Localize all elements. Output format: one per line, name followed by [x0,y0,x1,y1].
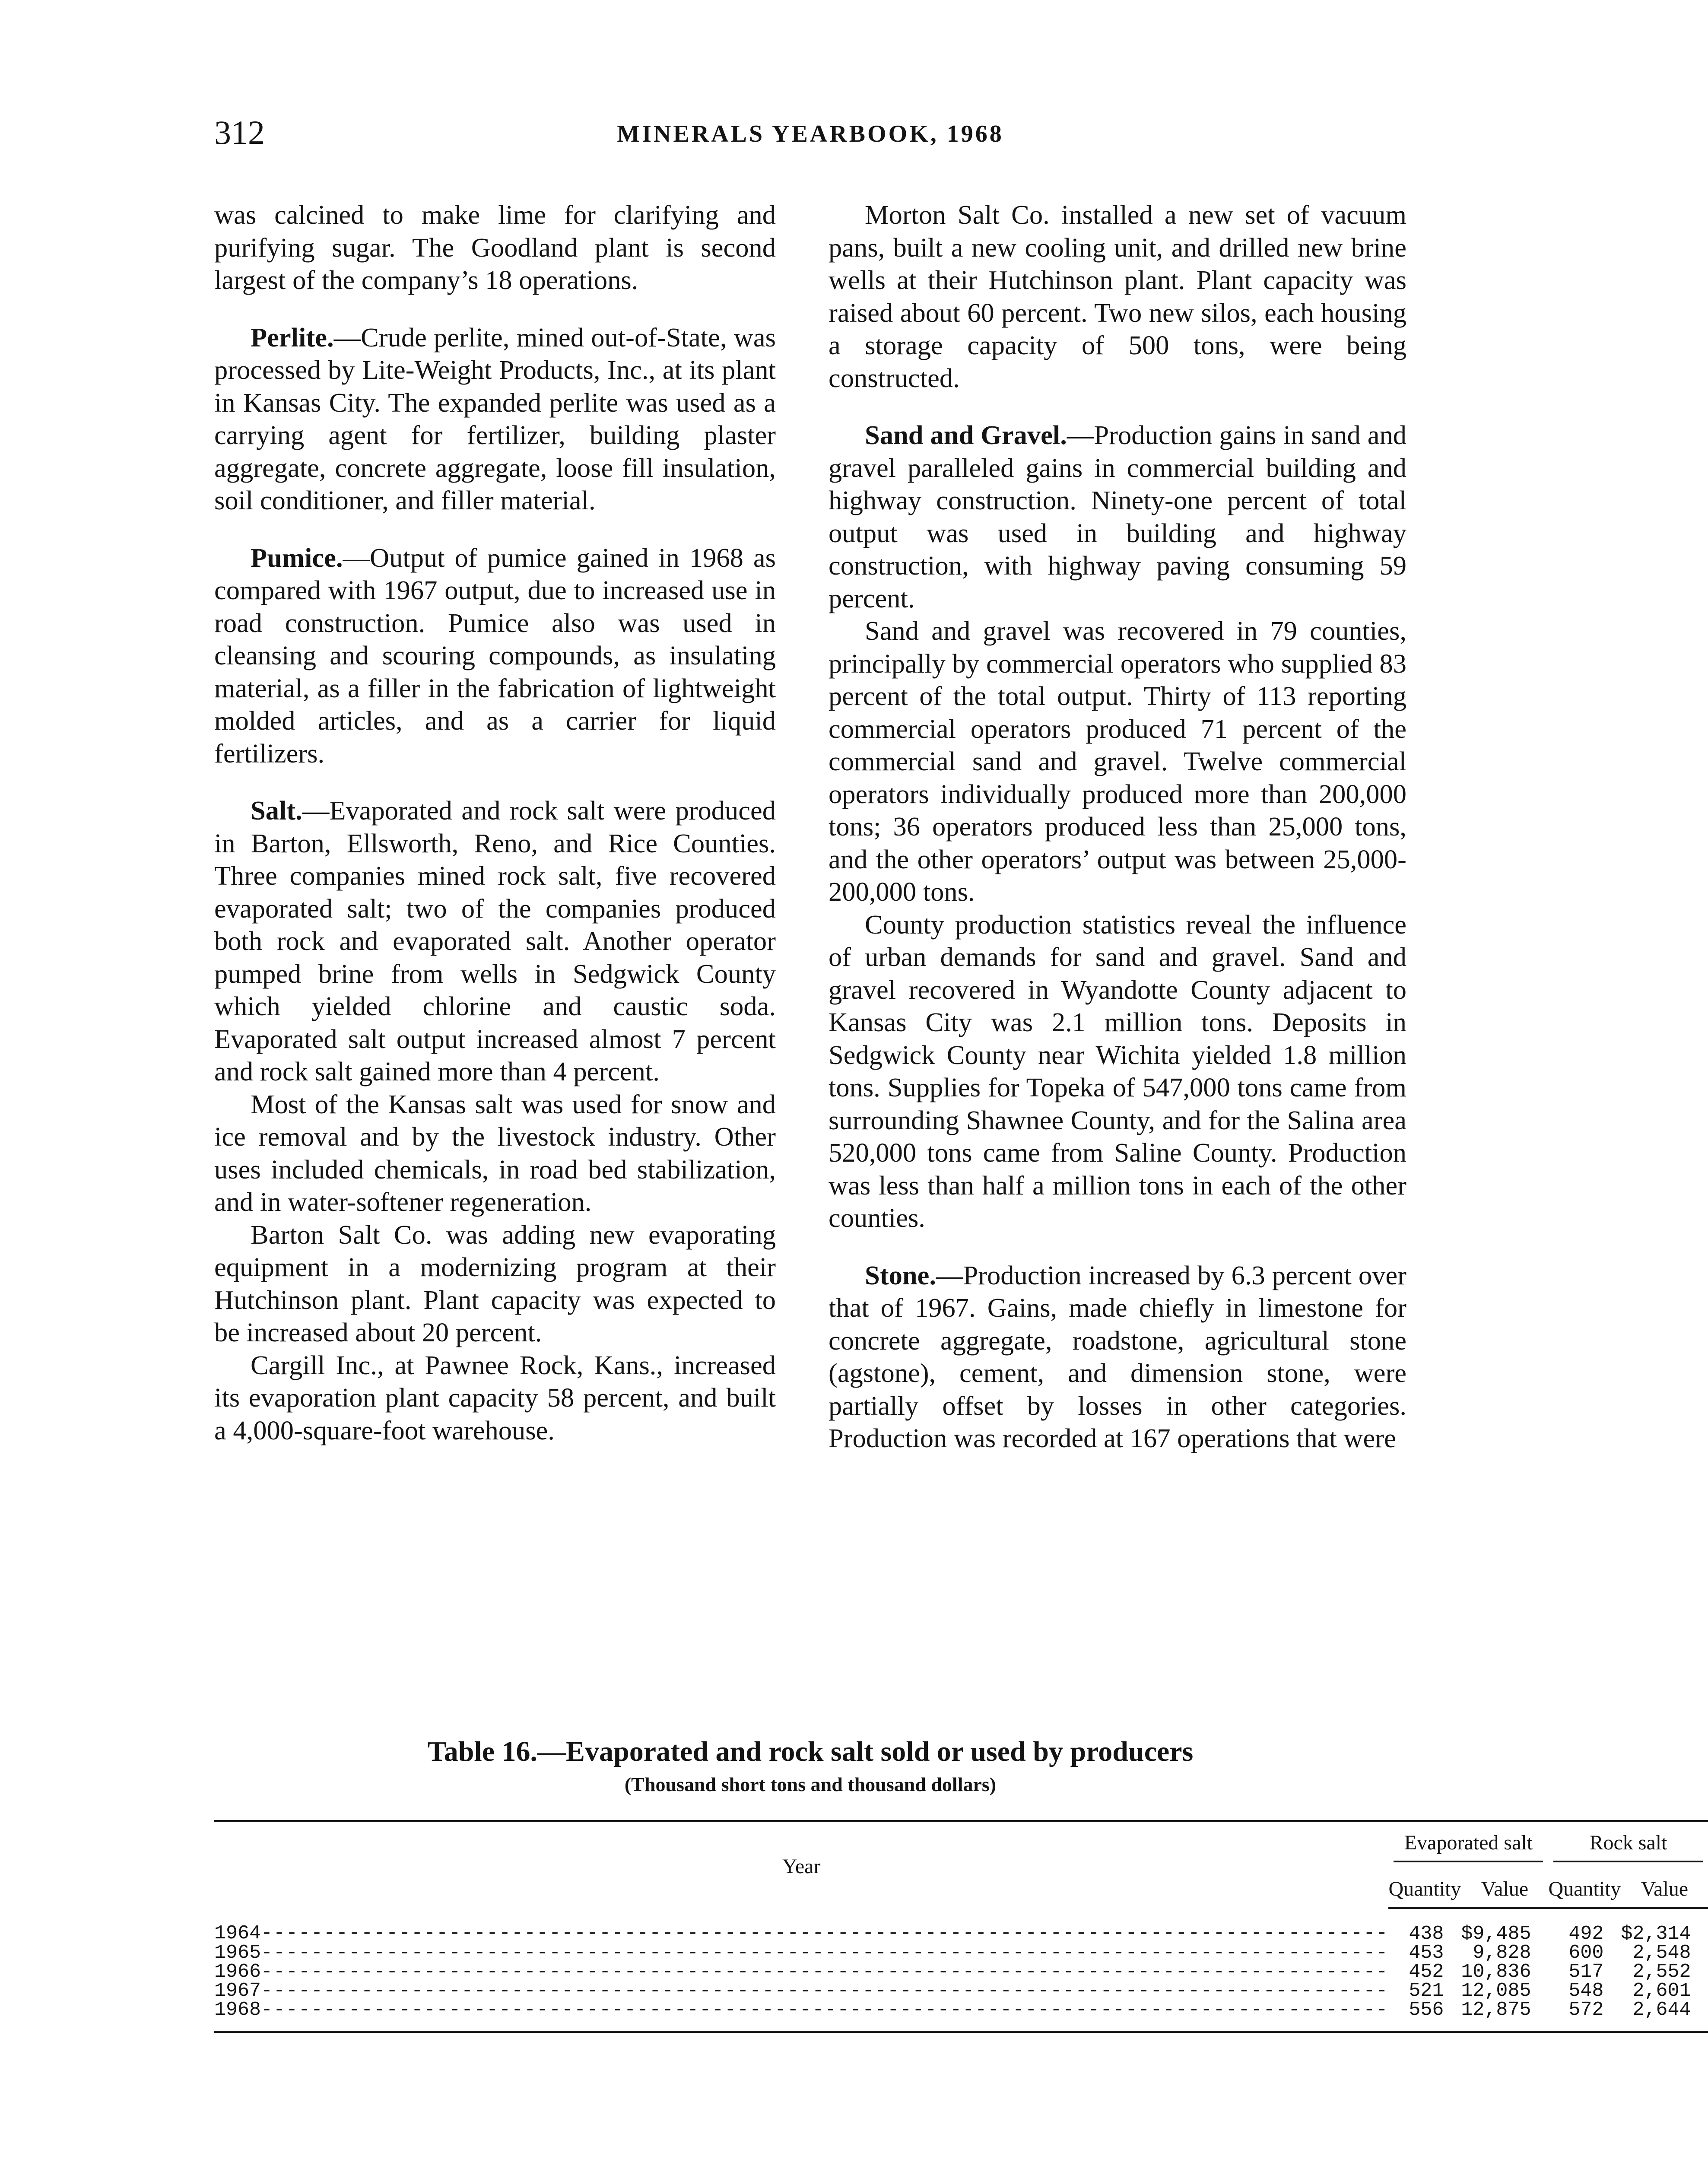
heading-salt: Salt. [251,795,302,826]
page-number: 312 [214,114,265,151]
header-evaporated-salt: Evaporated salt [1388,1821,1548,1869]
evap-quantity: 521 [1409,1980,1444,2002]
paragraph-pumice: Pumice.—Output of pumice gained in 1968 as compared with 1967 output, due to increased use in road construction. Pumice also was used in cleansing and scouring compounds, as insulating material, as a filler in the fabrication of lightweight molded articles, and as a carrier for liquid fertilizers. [214,542,776,769]
left-column [214,199,776,1447]
table-row [214,1982,1708,2001]
paragraph-sugar: was calcined to make lime for clarifying and purifying sugar. The Goodland plant is second largest of the company’s 18 operations. [214,200,776,295]
paragraph-county-stats: County production statistics reveal the influence of urban demands for sand and gravel. Sand and gravel recovered in Wyandotte County adjacent to Kansas City was 2.1 million tons. Deposits in Sedgwick County near Wichita yielded 1.8 million tons. Supplies for Topeka of 547,000 tons came from surrounding Shawnee County, and for the Salina area 520,000 tons came from Saline County. Production was less than half a million tons in each of the other counties. [829,909,1406,1233]
row-year: 1966 [214,1961,261,1983]
table-row [214,2001,1708,2032]
evap-value: 10,836 [1461,1961,1531,1983]
rock-quantity: 548 [1568,1980,1604,2002]
rock-value: 2,601 [1632,1980,1691,2002]
rock-value: 2,552 [1632,1961,1691,1983]
paragraph-salt: Salt.—Evaporated and rock salt were produced in Barton, Ellsworth, Reno, and Rice Counties. Three companies mined rock salt, five recovered evaporated salt; two of the companies produced both rock and evaporated salt. Another operator pumped brine from wells in Sedgwick County which yielded chlorine and caustic soda. Evaporated salt output increased almost 7 percent and rock salt gained more than 4 percent. [214,795,776,1086]
table-title: Table 16.—Evaporated and rock salt sold or used by producers [427,1736,1194,1767]
paragraph-salt-uses: Most of the Kansas salt was used for snow and ice removal and by the livestock industry. Other uses included chemicals, in road bed stabilization, and in water-softener regeneration. [214,1089,776,1217]
header-rock-value: Value [1621,1868,1708,1908]
evap-value: 12,085 [1461,1980,1531,2002]
evap-quantity: 556 [1388,2001,1461,2032]
rock-value: $2,314 [1621,1923,1691,1945]
rock-value: 2,644 [1621,2001,1708,2032]
paragraph-counties: Sand and gravel was recovered in 79 counties, principally by commercial operators who supplied 83 percent of the total output. Thirty of 113 reporting commercial operators produced 71 percent of the commercial sand and gravel. Twelve commercial operators individually produced more than 200,000 tons; 36 operators produced less than 25,000 tons, and the other operators’ output was between 25,000-200,000 tons. [829,616,1406,907]
paragraph-sand-gravel: Sand and Gravel.—Production gains in sand and gravel paralleled gains in commercial building and highway construction. Ninety-one percent of total output was used in building and highway construction, with highway paving consuming 59 percent. [829,420,1406,613]
heading-pumice: Pumice. [251,542,343,573]
row-year: 1964 [214,1922,261,1944]
evap-quantity: 453 [1409,1942,1444,1964]
header-year: Year [214,1821,1388,1908]
header-evap-value: Value [1461,1868,1548,1908]
paragraph-stone: Stone.—Production increased by 6.3 percent over that of 1967. Gains, made chiefly in limestone for concrete aggregate, roadstone, agricultural stone (agstone), cement, and dimension stone, were partially offset by losses in other categories. Production was recorded at 167 operations that were [829,1260,1406,1453]
table-row [214,1908,1708,1944]
rock-quantity: 600 [1568,1942,1604,1964]
row-year: 1967 [214,1980,261,2002]
heading-perlite: Perlite. [251,322,334,353]
header-rock-quantity: Quantity [1548,1868,1621,1908]
evap-quantity: 438 [1409,1923,1444,1945]
evap-value: 12,875 [1461,2001,1548,2032]
paragraph-barton: Barton Salt Co. was adding new evaporating equipment in a modernizing program at their Hutchinson plant. Plant capacity was expected to be increased about 20 percent. [214,1219,776,1347]
rock-value: 2,548 [1632,1942,1691,1964]
evap-quantity: 452 [1409,1961,1444,1983]
page-header [214,113,1406,161]
rock-quantity: 492 [1568,1923,1604,1945]
rock-quantity: 517 [1568,1961,1604,1983]
paragraph-morton: Morton Salt Co. installed a new set of vacuum pans, built a new cooling unit, and drilled new brine wells at their Hutchinson plant. Plant capacity was raised about 60 percent. Two new silos, each housing a storage capacity of 500 tons, were being constructed. [829,200,1406,393]
evap-value: 9,828 [1473,1942,1531,1964]
paragraph-cargill: Cargill Inc., at Pawnee Rock, Kans., increased its evaporation plant capacity 58 percent, and built a 4,000-square-foot warehouse. [214,1350,776,1445]
row-year: 1965 [214,1942,261,1964]
table-16 [214,1734,1691,2033]
evap-value: $9,485 [1461,1923,1531,1945]
header-rock-salt: Rock salt [1548,1821,1708,1869]
row-year: 1968 [214,1999,261,2021]
salt-table [214,1820,1708,2033]
table-subtitle: (Thousand short tons and thousand dollars) [624,1773,997,1795]
running-head: MINERALS YEARBOOK, 1968 [617,121,1004,147]
header-evap-quantity: Quantity [1388,1868,1461,1908]
heading-stone: Stone. [865,1260,936,1290]
right-column [829,199,1406,1455]
paragraph-perlite: Perlite.—Crude perlite, mined out-of-State, was processed by Lite-Weight Products, Inc., at its plant in Kansas City. The expanded perlite was used as a carrying agent for fertilizer, building plaster aggregate, concrete aggregate, loose fill insulation, soil conditioner, and filler material. [214,322,776,515]
table-row [214,1944,1708,1963]
heading-sand-gravel: Sand and Gravel. [865,420,1067,450]
table-row [214,1963,1708,1982]
rock-quantity: 572 [1548,2001,1621,2032]
